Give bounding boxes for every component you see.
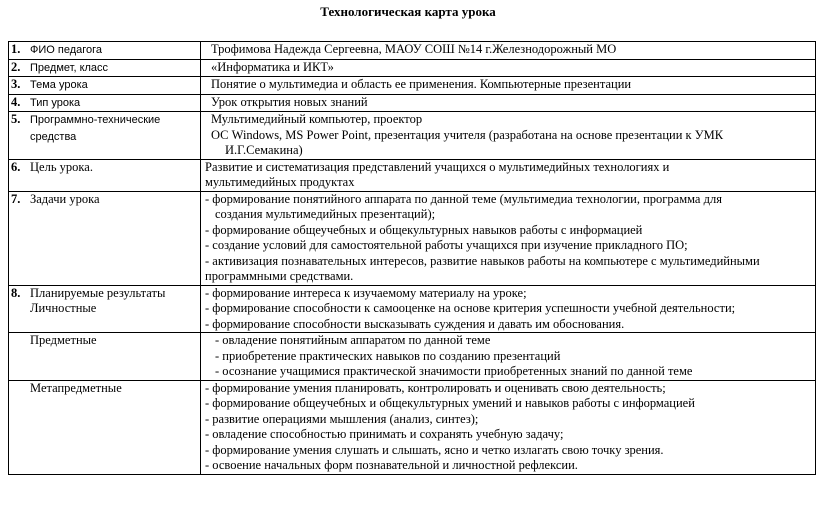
list-item: - развитие операциями мышления (анализ, синтез); — [205, 411, 479, 426]
table-row — [9, 285, 816, 333]
row-number: 5. — [11, 112, 21, 126]
table-row — [9, 159, 816, 191]
row-value-line: Развитие и систематизация представлений учащихся о мультимедийных технологиях и — [205, 159, 670, 174]
list-item: - овладение способностью принимать и сохранять учебную задачу; — [205, 427, 564, 441]
row-number: 3. — [11, 77, 21, 91]
row-label: Тип урока — [30, 96, 81, 109]
list-item: - создание условий для самостоятельной работы учащихся при изучение прикладного ПО; — [205, 238, 688, 252]
row-label: Планируемые результаты — [30, 285, 166, 300]
list-item: - активизация познавательных интересов, развитие навыков работы на компьютере с мультимедийными — [205, 253, 760, 268]
list-item: - формирование умения слушать и слышать, ясно и четко излагать свою точку зрения. — [205, 442, 664, 457]
row-value-cell — [201, 159, 816, 191]
row-label-cell — [9, 59, 201, 77]
row-label: Тема урока — [30, 79, 88, 91]
table-row — [9, 191, 816, 285]
row-value-cell — [201, 191, 816, 285]
list-item: - формирование понятийного аппарата по данной теме (мультимедиа технологии, программа для — [205, 191, 722, 206]
row-value-cell — [201, 112, 816, 160]
table-row — [9, 380, 816, 474]
table-row — [9, 77, 816, 95]
table-row — [9, 94, 816, 112]
list-item: - формирование способности к самооценке на основе критерия успешности учебной деятельности; — [205, 301, 736, 315]
row-label: Программно-технические — [30, 114, 161, 126]
row-label-cell — [9, 42, 201, 60]
list-item: - формирование способности высказывать суждения и давать им обоснования. — [205, 316, 625, 331]
list-item: создания мультимедийных презентаций); — [215, 207, 436, 221]
row-value-cell — [201, 42, 816, 60]
list-item: - осознание учащимися практической значимости приобретенных знаний по данной теме — [215, 364, 693, 378]
row-value-cell — [201, 285, 816, 333]
row-number: 6. — [11, 159, 21, 174]
row-number: 1. — [11, 42, 21, 56]
row-label-cell — [9, 159, 201, 191]
row-value-cell — [201, 333, 816, 381]
row-label: Цель урока. — [30, 159, 93, 174]
row-label-cell — [9, 333, 201, 381]
list-item: программными средствами. — [205, 269, 354, 283]
list-item: - приобретение практических навыков по созданию презентаций — [215, 348, 561, 363]
list-item: - освоение начальных форм познавательной и личностной рефлексии. — [205, 458, 578, 472]
row-value: Трофимова Надежда Сергеевна, МАОУ СОШ №14 г.Железнодорожный МО — [211, 42, 617, 56]
row-value: «Информатика и ИКТ» — [211, 59, 334, 74]
row-label: Метапредметные — [30, 380, 122, 395]
row-number: 2. — [11, 59, 21, 74]
row-value-cell — [201, 380, 816, 474]
row-value-line: ОС Windows, MS Power Point, презентация учителя (разработана на основе презентации к УМК — [211, 127, 724, 142]
list-item: - формирование интереса к изучаемому материалу на уроке; — [205, 285, 527, 300]
row-label-cell — [9, 380, 201, 474]
row-value-line: И.Г.Семакина) — [225, 143, 303, 157]
list-item: - формирование общеучебных и общекультурных навыков работы с информацией — [205, 222, 643, 237]
table-row — [9, 112, 816, 160]
row-label: ФИО педагога — [30, 44, 103, 56]
row-value: Понятие о мультимедиа и область ее применения. Компьютерные презентации — [211, 77, 632, 91]
list-item: - овладение понятийным аппаратом по данной теме — [215, 333, 491, 347]
list-item: - формирование умения планировать, контролировать и оценивать свою деятельность; — [205, 380, 666, 395]
lesson-map-table — [8, 41, 816, 475]
row-number: 4. — [11, 94, 21, 109]
table-row — [9, 42, 816, 60]
row-number: 8. — [11, 285, 21, 300]
list-item: - формирование общеучебных и общекультурных умений и навыков работы с информацией — [205, 396, 695, 410]
row-label-cell — [9, 191, 201, 285]
row-value-cell — [201, 59, 816, 77]
row-label-continued: Личностные — [30, 301, 97, 315]
page-title: Технологическая карта урока — [320, 4, 496, 19]
row-value-cell — [201, 94, 816, 112]
row-value-cell — [201, 77, 816, 95]
row-value-line: Мультимедийный компьютер, проектор — [211, 112, 423, 126]
row-value: Урок открытия новых знаний — [211, 94, 368, 109]
row-label: Задачи урока — [30, 191, 100, 206]
row-label-cell — [9, 112, 201, 160]
row-label: Предмет, класс — [30, 61, 109, 74]
row-label-continued: средства — [30, 130, 77, 143]
table-row — [9, 59, 816, 77]
row-label-cell — [9, 285, 201, 333]
row-label-cell — [9, 77, 201, 95]
row-label: Предметные — [30, 333, 97, 347]
row-label-cell — [9, 94, 201, 112]
row-number: 7. — [11, 191, 21, 206]
row-value-line: мультимедийных продуктах — [205, 175, 355, 189]
table-row — [9, 333, 816, 381]
